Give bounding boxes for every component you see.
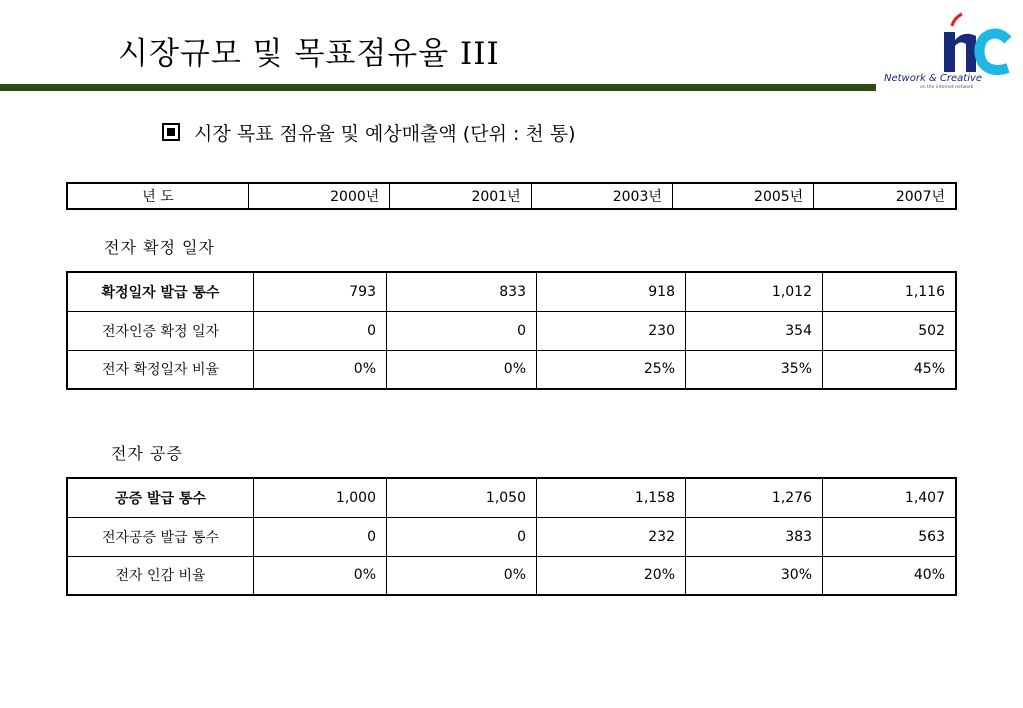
value-cell: 30% (686, 556, 823, 595)
value-cell: 502 (823, 311, 957, 350)
value-cell: 25% (537, 350, 686, 389)
year-cell: 2003년 (531, 183, 672, 209)
title-divider (0, 84, 876, 91)
value-cell: 383 (686, 517, 823, 556)
table-row (67, 311, 956, 350)
section-title: 전자 공증 (111, 444, 183, 463)
value-cell: 0 (254, 311, 387, 350)
svg-text:on the internet network: on the internet network (920, 85, 974, 90)
year-label-cell: 년 도 (67, 183, 249, 209)
value-cell: 230 (537, 311, 686, 350)
table-row (67, 350, 956, 389)
section-title: 전자 확정 일자 (104, 238, 215, 257)
year-cell: 2005년 (672, 183, 813, 209)
value-cell: 0 (387, 311, 537, 350)
value-cell: 1,407 (823, 478, 957, 517)
table-row (67, 183, 956, 209)
table-row (67, 478, 956, 517)
value-cell: 0% (387, 556, 537, 595)
value-cell: 35% (686, 350, 823, 389)
value-cell: 0 (387, 517, 537, 556)
nc-logo (880, 10, 1020, 90)
row-label: 전자 확정일자 비율 (67, 350, 254, 389)
value-cell: 793 (254, 272, 387, 311)
value-cell: 1,158 (537, 478, 686, 517)
value-cell: 1,012 (686, 272, 823, 311)
value-cell: 40% (823, 556, 957, 595)
value-cell: 1,050 (387, 478, 537, 517)
value-cell: 1,000 (254, 478, 387, 517)
value-cell: 0% (254, 556, 387, 595)
year-header-table (66, 182, 957, 210)
table-row (67, 517, 956, 556)
value-cell: 45% (823, 350, 957, 389)
year-cell: 2000년 (249, 183, 390, 209)
data-table-notarization (66, 477, 957, 596)
value-cell: 918 (537, 272, 686, 311)
svg-text:Network & Creative: Network & Creative (884, 73, 983, 84)
value-cell: 563 (823, 517, 957, 556)
value-cell: 1,276 (686, 478, 823, 517)
value-cell: 1,116 (823, 272, 957, 311)
year-cell: 2001년 (390, 183, 531, 209)
value-cell: 232 (537, 517, 686, 556)
value-cell: 20% (537, 556, 686, 595)
row-label: 전자공증 발급 통수 (67, 517, 254, 556)
value-cell: 354 (686, 311, 823, 350)
row-label: 공증 발급 통수 (67, 478, 254, 517)
row-label: 전자인증 확정 일자 (67, 311, 254, 350)
table-row (67, 556, 956, 595)
caption-text: 시장 목표 점유율 및 예상매출액 (단위 : 천 통) (194, 123, 576, 145)
table-row (67, 272, 956, 311)
data-table-notarized-date (66, 271, 957, 390)
value-cell: 833 (387, 272, 537, 311)
row-label: 전자 인감 비율 (67, 556, 254, 595)
row-label: 확정일자 발급 통수 (67, 272, 254, 311)
year-cell: 2007년 (814, 183, 956, 209)
table-caption (162, 119, 576, 146)
value-cell: 0% (254, 350, 387, 389)
square-bullet-icon (162, 123, 180, 141)
value-cell: 0 (254, 517, 387, 556)
value-cell: 0% (387, 350, 537, 389)
page-title: 시장규모 및 목표점유율 III (118, 36, 500, 72)
